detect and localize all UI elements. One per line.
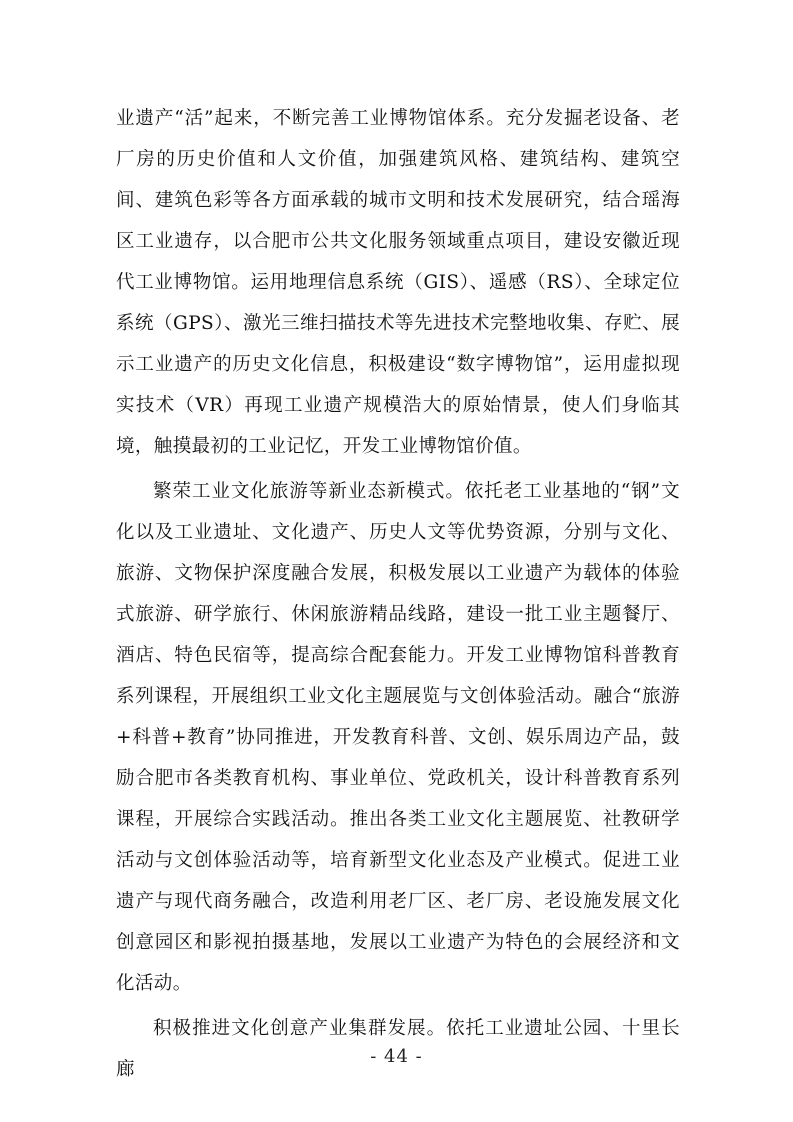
paragraph-cultural-creative: 积极推进文化创意产业集群发展。依托工业遗址公园、十里长廊 — [116, 1018, 680, 1080]
body-text — [116, 98, 680, 1090]
paragraph-industrial-tourism: 繁荣工业文化旅游等新业态新模式。依托老工业基地的“钢”文化以及工业遗址、文化遗产、历史人文等优势资源，分别与文化、旅游、文物保护深度融合发展，积极发展以工业遗产为载体的体验式旅游、研学旅行、休闲旅游精品线路，建设一批工业主题餐厅、酒店、特色民宿等，提高综合配套能力。开发工业博物馆科普教育系列课程，开展组织工业文化主题展览与文创体验活动。融合“旅游+科普+教育”协同推进，开发教育科普、文创、娱乐周边产品，鼓励合肥市各类教育机构、事业单位、党政机关，设计科普教育系列课程，开展综合实践活动。推出各类工业文化主题展览、社教研学活动与文创体验活动等，培育新型文化业态及产业模式。促进工业遗产与现代商务融合，改造利用老厂区、老厂房、老设施发展文化创意园区和影视拍摄基地，发展以工业遗产为特色的会展经济和文化活动。 — [116, 481, 680, 994]
paragraph-industrial-museum: 业遗产“活”起来，不断完善工业博物馆体系。充分发掘老设备、老厂房的历史价值和人文价值，加强建筑风格、建筑结构、建筑空间、建筑色彩等各方面承载的城市文明和技术发展研究，结合瑶海区工业遗存，以合肥市公共文化服务领域重点项目，建设安徽近现代工业博物馆。运用地理信息系统（GIS）、遥感（RS）、全球定位系统（GPS）、激光三维扫描技术等先进技术完整地收集、存贮、展示工业遗产的历史文化信息，积极建设“数字博物馆”，运用虚拟现实技术（VR）再现工业遗产规模浩大的原始情景，使人们身临其境，触摸最初的工业记忆，开发工业博物馆价值。 — [116, 108, 680, 457]
page-number: - 44 - — [370, 1046, 423, 1067]
